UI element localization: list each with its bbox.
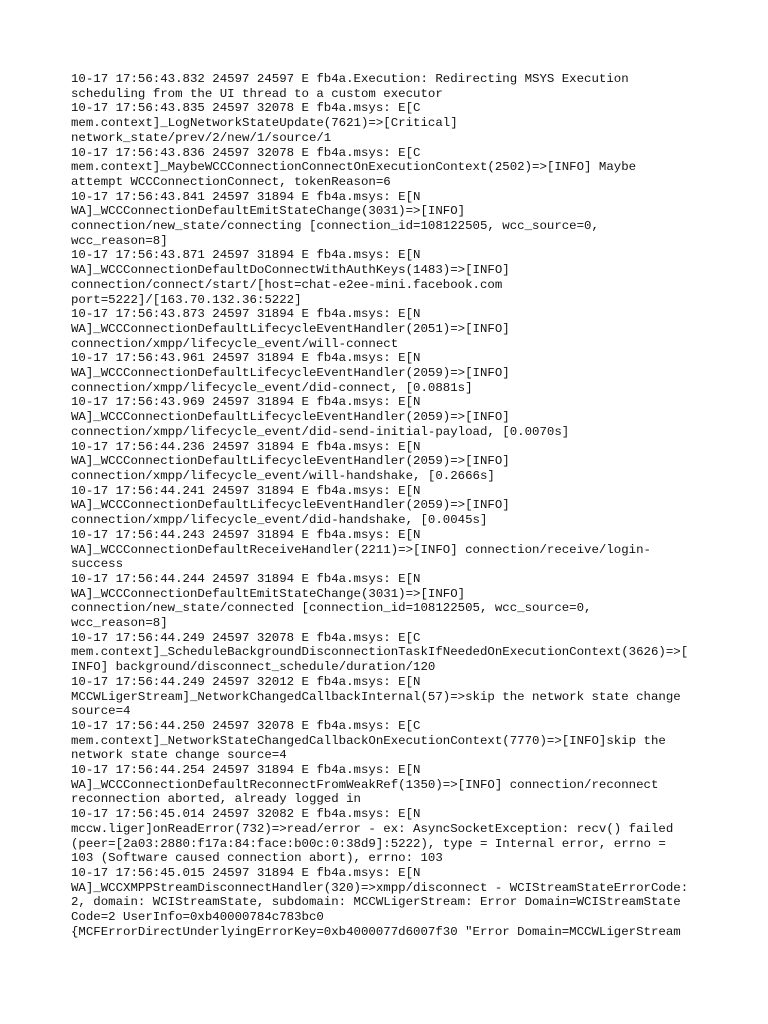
log-line: scheduling from the UI thread to a custom executor — [71, 86, 443, 101]
log-line: mccw.liger]onReadError(732)=>read/error - ex: AsyncSocketException: recv() failed — [71, 821, 674, 836]
log-line: (peer=[2a03:2880:f17a:84:face:b00c:0:38d9]:5222), type = Internal error, errno = — [71, 836, 666, 851]
log-line: 10-17 17:56:44.244 24597 31894 E fb4a.msys: E[N — [71, 571, 421, 586]
log-line: 10-17 17:56:43.961 24597 31894 E fb4a.msys: E[N — [71, 351, 421, 366]
log-line: 10-17 17:56:43.832 24597 24597 E fb4a.Execution: Redirecting MSYS Execution — [71, 72, 629, 86]
log-line: mem.context]_ScheduleBackgroundDisconnectionTaskIfNeededOnExecutionContext(3626)=>[ — [71, 645, 689, 660]
log-line: 10-17 17:56:44.250 24597 32078 E fb4a.msys: E[C — [71, 718, 421, 733]
log-line: 10-17 17:56:43.873 24597 31894 E fb4a.msys: E[N — [71, 307, 421, 322]
log-line: success — [71, 557, 124, 572]
log-line: WA]_WCCConnectionDefaultLifecycleEventHandler(2059)=>[INFO] — [71, 366, 510, 381]
log-text-block — [71, 72, 731, 939]
log-line: WA]_WCCConnectionDefaultReconnectFromWeakRef(1350)=>[INFO] connection/reconnect — [71, 777, 659, 792]
log-line: 10-17 17:56:43.969 24597 31894 E fb4a.msys: E[N — [71, 395, 421, 410]
log-line: 10-17 17:56:43.835 24597 32078 E fb4a.msys: E[C — [71, 101, 421, 116]
log-line: connection/xmpp/lifecycle_event/did-connect, [0.0881s] — [71, 380, 473, 395]
log-line: 10-17 17:56:43.841 24597 31894 E fb4a.msys: E[N — [71, 189, 421, 204]
log-line: 10-17 17:56:44.241 24597 31894 E fb4a.msys: E[N — [71, 483, 421, 498]
log-line: wcc_reason=8] — [71, 616, 168, 631]
log-line: source=4 — [71, 704, 131, 719]
log-line: 10-17 17:56:44.243 24597 31894 E fb4a.msys: E[N — [71, 527, 421, 542]
log-line: attempt WCCConnectionConnect, tokenReason=6 — [71, 174, 391, 189]
log-line: 2, domain: WCIStreamState, subdomain: MCCWLigerStream: Error Domain=WCIStreamState — [71, 895, 681, 910]
log-line: mem.context]_LogNetworkStateUpdate(7621)=>[Critical] — [71, 116, 458, 131]
log-line: connection/new_state/connecting [connection_id=108122505, wcc_source=0, — [71, 219, 599, 234]
log-line: MCCWLigerStream]_NetworkChangedCallbackInternal(57)=>skip the network state change — [71, 689, 681, 704]
log-line: INFO] background/disconnect_schedule/duration/120 — [71, 660, 436, 675]
log-line: connection/xmpp/lifecycle_event/did-handshake, [0.0045s] — [71, 513, 488, 528]
log-line: 10-17 17:56:44.249 24597 32078 E fb4a.msys: E[C — [71, 630, 421, 645]
log-line: connection/new_state/connected [connection_id=108122505, wcc_source=0, — [71, 601, 592, 616]
log-line: port=5222]/[163.70.132.36:5222] — [71, 292, 302, 307]
log-line: {MCFErrorDirectUnderlyingErrorKey=0xb4000077d6007f30 "Error Domain=MCCWLigerStream — [71, 924, 681, 939]
log-line: network_state/prev/2/new/1/source/1 — [71, 130, 332, 145]
log-line: WA]_WCCConnectionDefaultLifecycleEventHandler(2051)=>[INFO] — [71, 321, 510, 336]
log-line: WA]_WCCConnectionDefaultLifecycleEventHandler(2059)=>[INFO] — [71, 498, 510, 513]
log-line: 10-17 17:56:43.836 24597 32078 E fb4a.msys: E[C — [71, 145, 421, 160]
log-line: connection/xmpp/lifecycle_event/will-handshake, [0.2666s] — [71, 468, 495, 483]
log-line: WA]_WCCConnectionDefaultLifecycleEventHandler(2059)=>[INFO] — [71, 410, 510, 425]
log-line: reconnection aborted, already logged in — [71, 792, 361, 807]
log-line: Code=2 UserInfo=0xb40000784c783bc0 — [71, 910, 324, 925]
log-line: wcc_reason=8] — [71, 233, 168, 248]
log-line: WA]_WCCConnectionDefaultReceiveHandler(2211)=>[INFO] connection/receive/login- — [71, 542, 651, 557]
log-line: connection/xmpp/lifecycle_event/will-connect — [71, 336, 399, 351]
log-line: WA]_WCCConnectionDefaultDoConnectWithAuthKeys(1483)=>[INFO] — [71, 263, 510, 278]
log-line: connection/xmpp/lifecycle_event/did-send-initial-payload, [0.0070s] — [71, 424, 570, 439]
log-line: mem.context]_MaybeWCCConnectionConnectOnExecutionContext(2502)=>[INFO] Maybe — [71, 160, 637, 175]
log-line: connection/connect/start/[host=chat-e2ee-mini.facebook.com — [71, 277, 503, 292]
log-line: WA]_WCCConnectionDefaultLifecycleEventHandler(2059)=>[INFO] — [71, 454, 510, 469]
log-line: mem.context]_NetworkStateChangedCallbackOnExecutionContext(7770)=>[INFO]skip the — [71, 733, 666, 748]
log-line: 103 (Software caused connection abort), errno: 103 — [71, 851, 443, 866]
log-line: 10-17 17:56:44.249 24597 32012 E fb4a.msys: E[N — [71, 674, 421, 689]
log-line: 10-17 17:56:44.236 24597 31894 E fb4a.msys: E[N — [71, 439, 421, 454]
log-line: 10-17 17:56:44.254 24597 31894 E fb4a.msys: E[N — [71, 763, 421, 778]
log-line: WA]_WCCConnectionDefaultEmitStateChange(3031)=>[INFO] — [71, 586, 466, 601]
log-line: WA]_WCCXMPPStreamDisconnectHandler(320)=>xmpp/disconnect - WCIStreamStateErrorCode: — [71, 880, 689, 895]
log-line: 10-17 17:56:43.871 24597 31894 E fb4a.msys: E[N — [71, 248, 421, 263]
log-line: WA]_WCCConnectionDefaultEmitStateChange(3031)=>[INFO] — [71, 204, 466, 219]
log-line: network state change source=4 — [71, 748, 287, 763]
log-line: 10-17 17:56:45.015 24597 31894 E fb4a.msys: E[N — [71, 865, 421, 880]
log-line: 10-17 17:56:45.014 24597 32082 E fb4a.msys: E[N — [71, 807, 421, 822]
